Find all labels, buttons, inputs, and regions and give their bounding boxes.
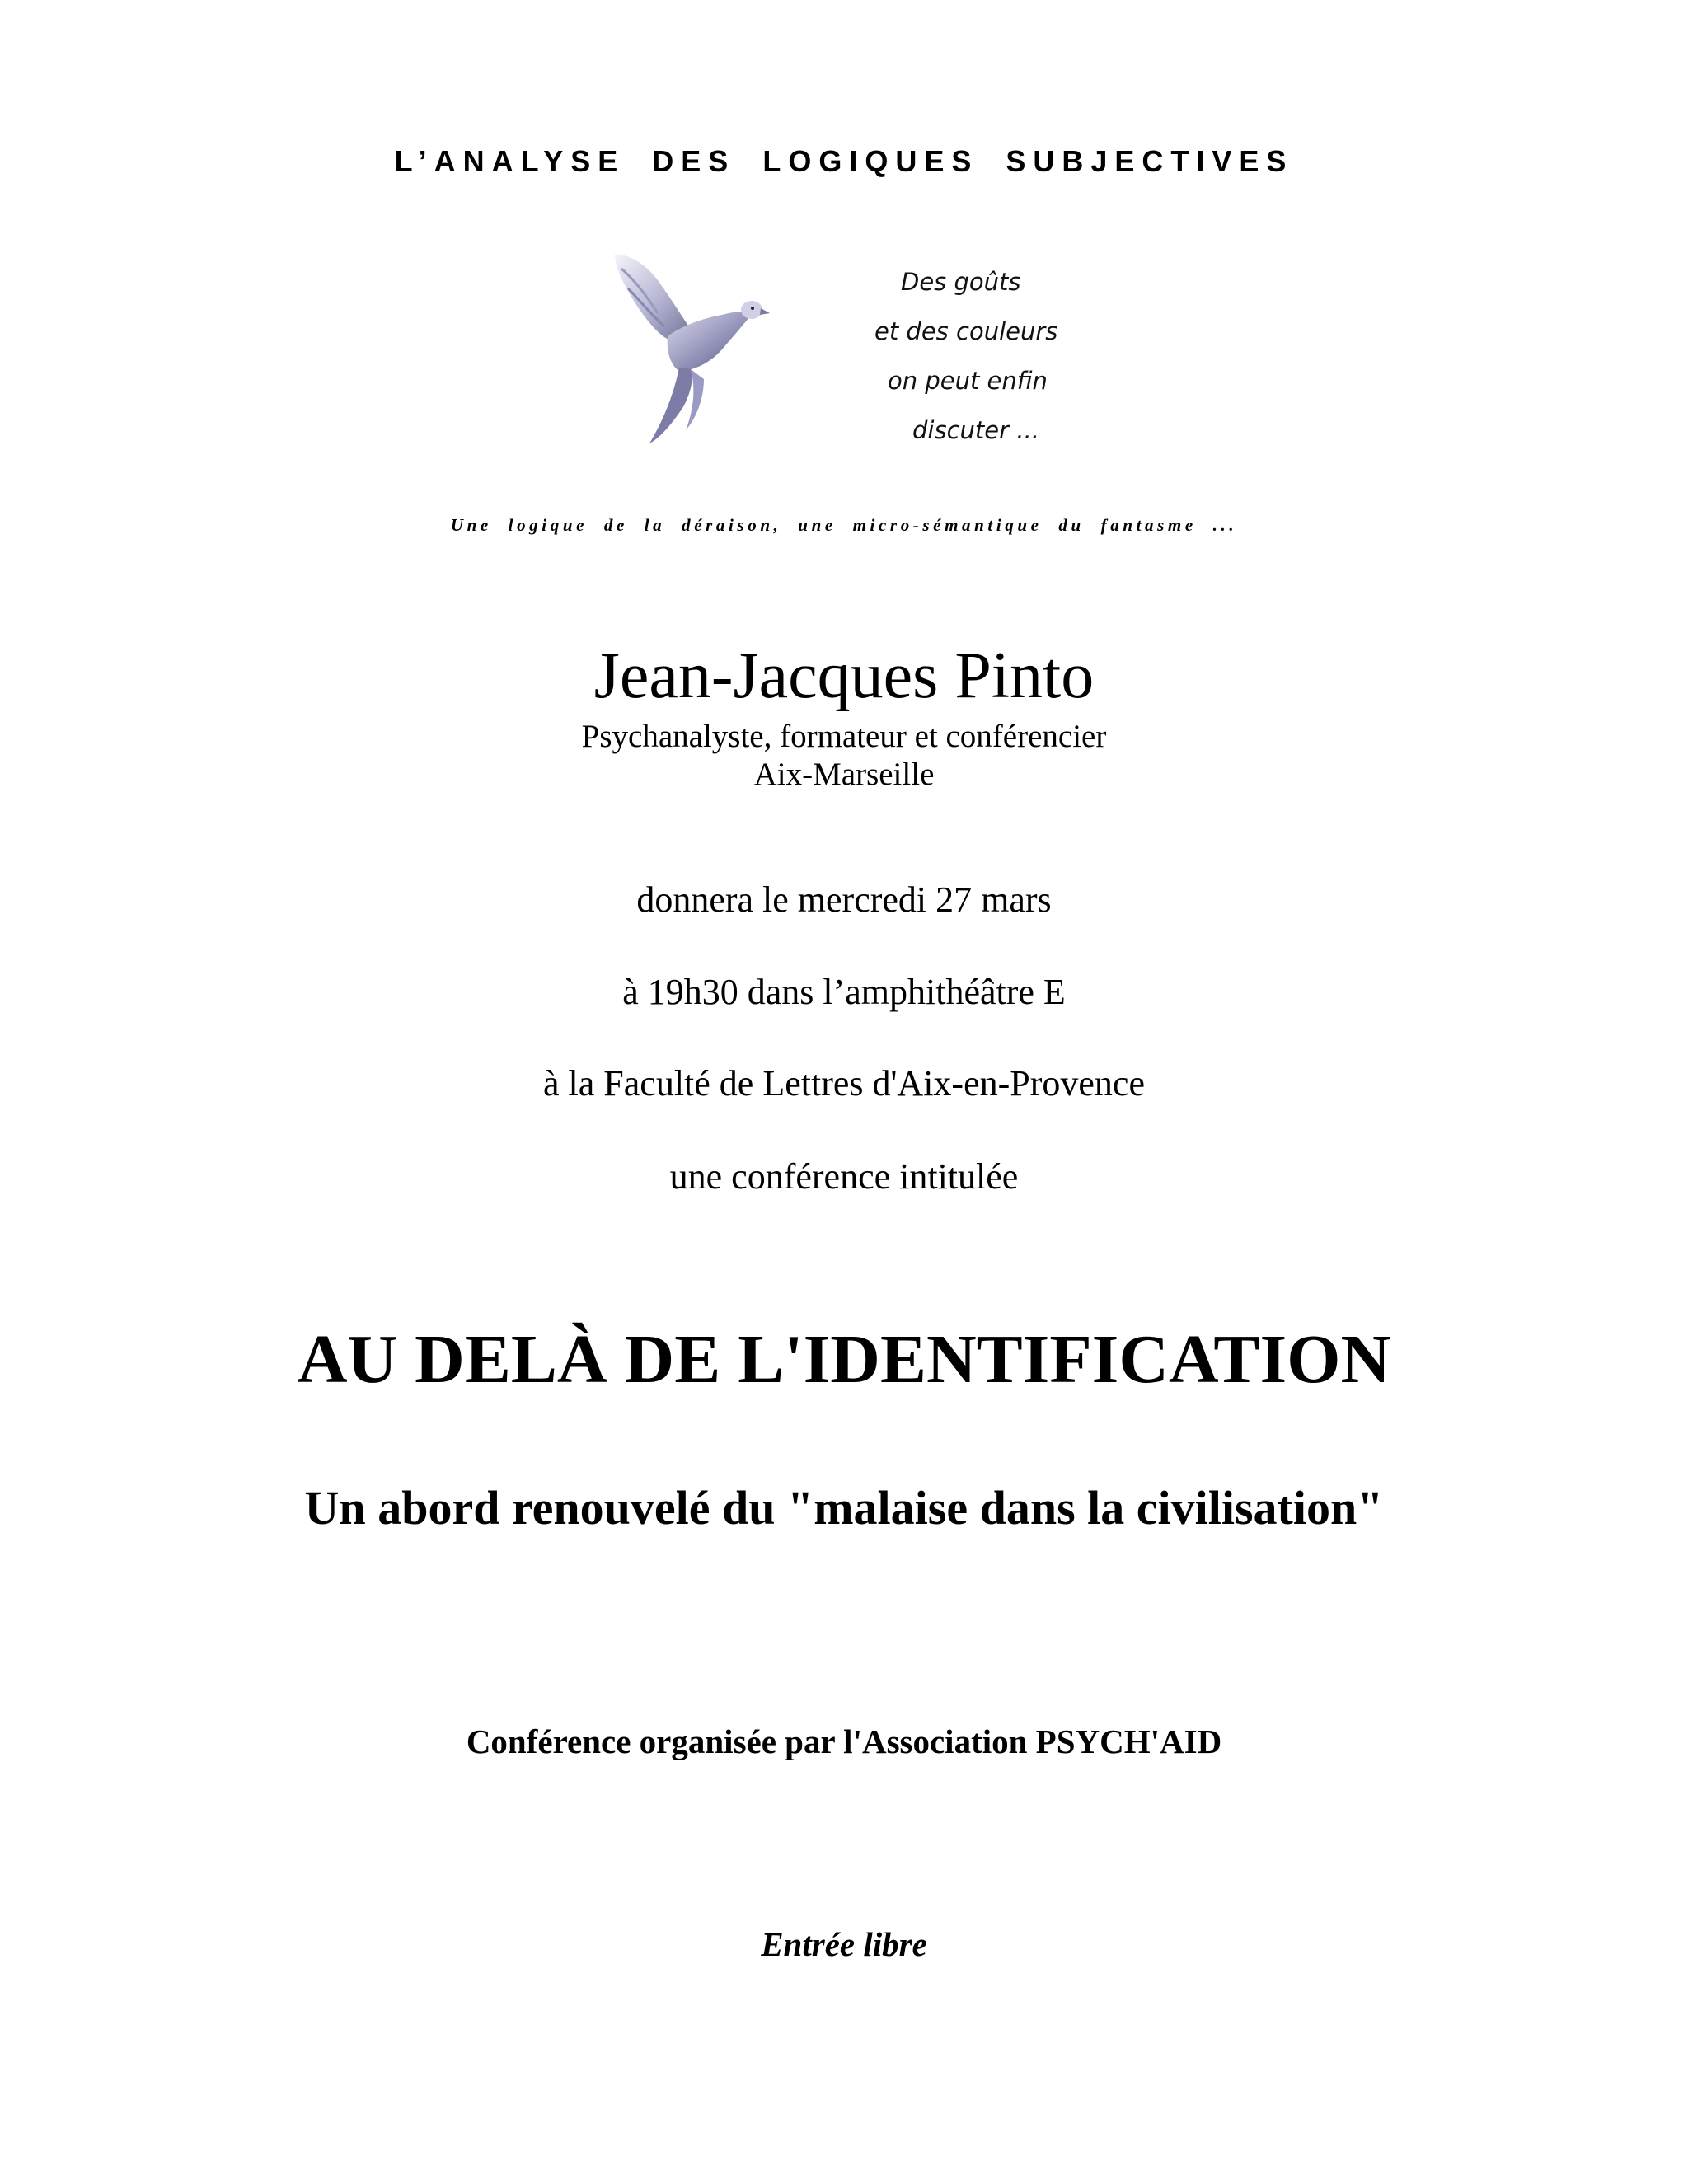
dove-icon xyxy=(598,247,771,462)
event-time-place: à 19h30 dans l’amphithéâtre E xyxy=(622,972,1066,1012)
conference-subtitle: Un abord renouvelé du "malaise dans la civilisation" xyxy=(304,1481,1384,1535)
entry-note: Entrée libre xyxy=(761,1925,927,1963)
motto-line: Des goûts xyxy=(901,268,1021,296)
motto-line: discuter ... xyxy=(912,416,1039,444)
speaker-name: Jean-Jacques Pinto xyxy=(593,640,1095,712)
organizer-note: Conférence organisée par l'Association PSYCH'AID xyxy=(466,1722,1222,1760)
conference-title: AU DELÀ DE L'IDENTIFICATION xyxy=(297,1321,1391,1398)
event-venue: à la Faculté de Lettres d'Aix-en-Provence xyxy=(543,1063,1145,1104)
speaker-role: Psychanalyste, formateur et conférencier xyxy=(581,719,1107,754)
motto-line: on peut enfin xyxy=(888,367,1048,395)
header-title: L’ANALYSE DES LOGIQUES SUBJECTIVES xyxy=(394,144,1294,178)
speaker-location: Aix-Marseille xyxy=(753,757,935,792)
event-intro: une conférence intitulée xyxy=(669,1156,1019,1197)
motto xyxy=(861,257,1109,455)
event-date: donnera le mercredi 27 mars xyxy=(636,879,1052,920)
motto-line: et des couleurs xyxy=(874,317,1058,345)
tagline: Une logique de la déraison, une micro-sémantique du fantasme ... xyxy=(450,515,1238,535)
